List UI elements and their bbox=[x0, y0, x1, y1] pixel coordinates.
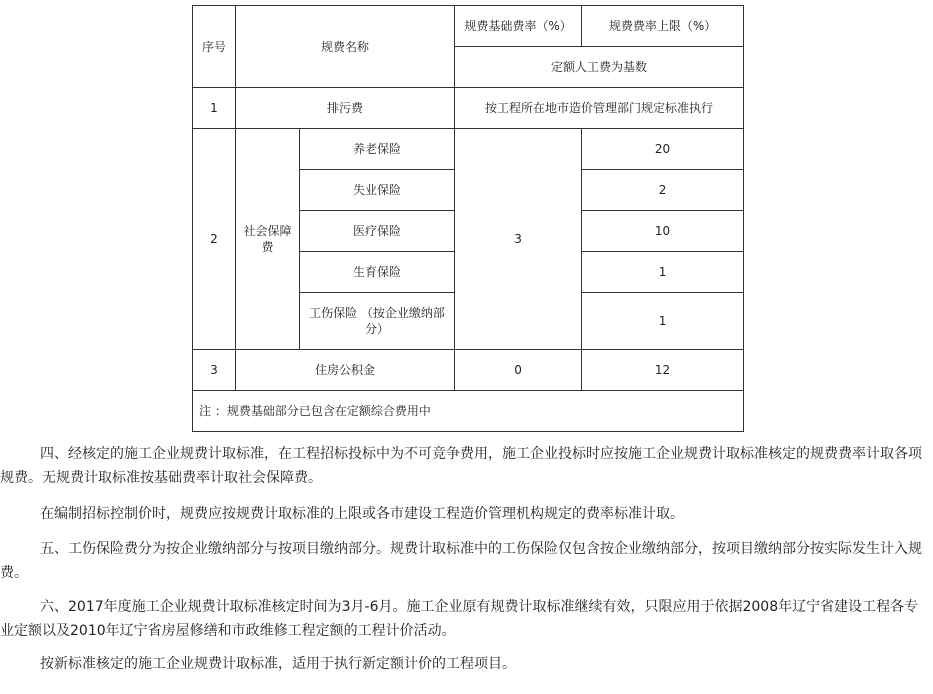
row-item-name: 工伤保险 （按企业缴纳部分） bbox=[300, 293, 455, 350]
row-item-name: 生育保险 bbox=[300, 252, 455, 293]
header-base-rate: 规费基础费率（%） bbox=[455, 6, 582, 47]
row-base-rate: 0 bbox=[455, 350, 582, 391]
header-upper-limit: 规费费率上限（%） bbox=[582, 6, 744, 47]
row-upper: 1 bbox=[582, 293, 744, 350]
table-row bbox=[193, 129, 744, 170]
table-row bbox=[193, 88, 744, 129]
table-note: 注 ：规费基础部分已包含在定额综合费用中 bbox=[193, 391, 744, 432]
paragraph: 五、工伤保险费分为按企业缴纳部分与按项目缴纳部分。规费计取标准中的工伤保险仅包含按企业缴纳部分，按项目缴纳部分按实际发生计入规费。 bbox=[0, 541, 922, 581]
row-upper: 20 bbox=[582, 129, 744, 170]
row-value: 按工程所在地市造价管理部门规定标准执行 bbox=[455, 88, 744, 129]
row-item-name: 养老保险 bbox=[300, 129, 455, 170]
row-item-name: 医疗保险 bbox=[300, 211, 455, 252]
row-fee-name: 排污费 bbox=[236, 88, 455, 129]
paragraph: 在编制招标控制价时，规费应按规费计取标准的上限或各市建设工程造价管理机构规定的费率标准计取。 bbox=[40, 506, 684, 522]
fee-standard-table bbox=[192, 5, 744, 432]
row-seq: 3 bbox=[193, 350, 236, 391]
row-seq: 2 bbox=[193, 129, 236, 350]
header-seq: 序号 bbox=[193, 6, 236, 88]
paragraph: 六、2017年度施工企业规费计取标准核定时间为3月-6月。施工企业原有规费计取标准继续有效，只限应用于依据2008年辽宁省建设工程各专业定额以及2010年辽宁省房屋修缮和市政维修工程定额的工程计价活动。 bbox=[0, 599, 919, 639]
row-fee-name: 住房公积金 bbox=[236, 350, 455, 391]
row-seq: 1 bbox=[193, 88, 236, 129]
row-base-rate: 3 bbox=[455, 129, 582, 350]
header-fee-name: 规费名称 bbox=[236, 6, 455, 88]
header-base-note: 定额人工费为基数 bbox=[455, 47, 744, 88]
row-upper: 2 bbox=[582, 170, 744, 211]
row-upper: 1 bbox=[582, 252, 744, 293]
paragraph: 按新标准核定的施工企业规费计取标准，适用于执行新定额计价的工程项目。 bbox=[40, 656, 516, 672]
row-group-name: 社会保障费 bbox=[236, 129, 300, 350]
paragraph: 四、经核定的施工企业规费计取标准，在工程招标投标中为不可竞争费用，施工企业投标时应按施工企业规费计取标准核定的规费费率计取各项规费。无规费计取标准按基础费率计取社会保障费。 bbox=[0, 446, 922, 486]
row-upper: 10 bbox=[582, 211, 744, 252]
row-upper: 12 bbox=[582, 350, 744, 391]
table-row bbox=[193, 350, 744, 391]
row-item-name: 失业保险 bbox=[300, 170, 455, 211]
